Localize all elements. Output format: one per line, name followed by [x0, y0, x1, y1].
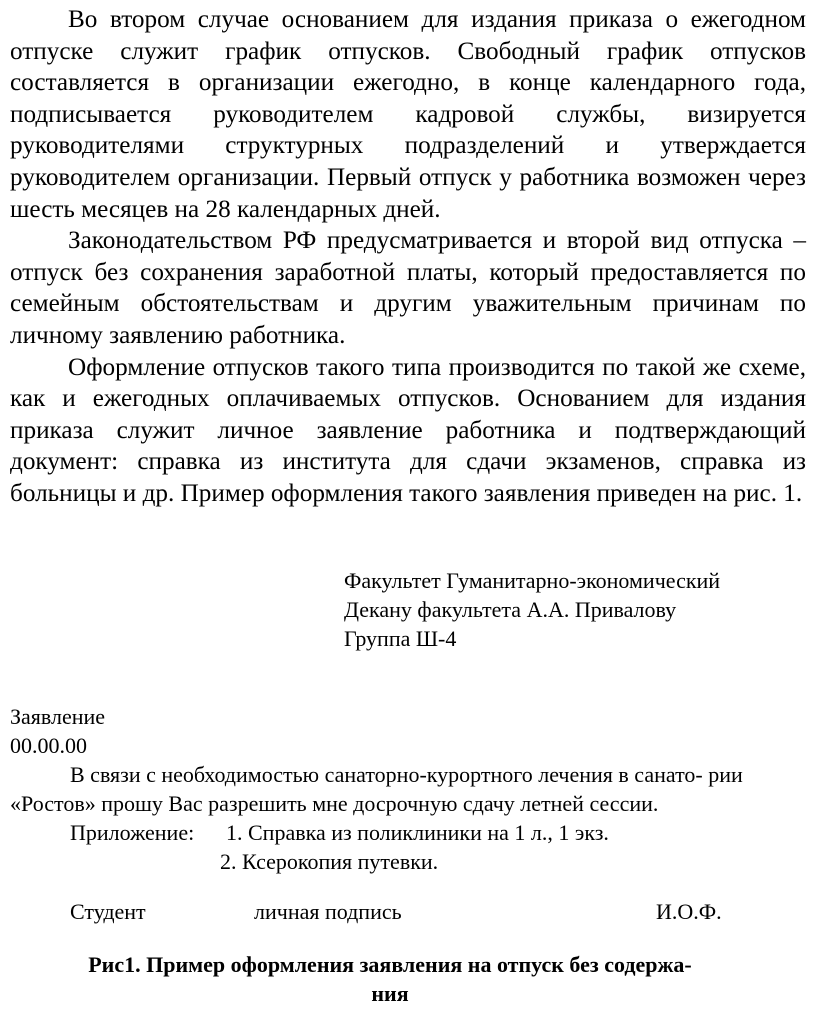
- attachment-item-1: 1. Справка из поликлиники на 1 л., 1 экз.: [226, 820, 609, 845]
- addressee-block: [344, 566, 720, 653]
- signature-initials: И.О.Ф.: [656, 899, 722, 924]
- attachment-item-2: 2. Ксерокопия путевки.: [220, 849, 439, 874]
- figure-caption-line-1: Рис1. Пример оформления заявления на отпуск без содержа-: [88, 952, 692, 977]
- addressee-faculty: Факультет Гуманитарно-экономический: [344, 568, 721, 593]
- application-block: [10, 702, 806, 818]
- paragraph-unpaid-leave: Законодательством РФ предусматривается и второй вид отпуска – отпуск без сохранения заработной платы, который предоставляется по семейным обстоятельствам и другим уважительным причинам по личному заявлению работника.: [10, 227, 806, 349]
- application-body-line-1: В связи с необходимостью санаторно-курортного лечения в санато- рии: [70, 762, 743, 787]
- signature-role: Студент: [70, 899, 146, 924]
- paragraph-leave-registration: Оформление отпусков такого типа производится по такой же схеме, как и ежегодных оплачиваемых отпусков. Основанием для издания приказа служит личное заявление работника и подтверждающий документ: справка из института для сдачи экзаменов, справка из больницы и др. Пример оформления такого заявления приведен на рис. 1.: [10, 353, 806, 507]
- figure-caption: [30, 950, 750, 1008]
- application-title: Заявление: [10, 704, 106, 729]
- addressee-group: Группа Ш-4: [344, 626, 457, 651]
- attachment-label: Приложение:: [70, 820, 195, 845]
- document-body: [10, 4, 806, 510]
- signature-label: личная подпись: [254, 899, 402, 924]
- paragraph-annual-leave-schedule: Во втором случае основанием для издания приказа о ежегодном отпуске служит график отпусков. Свободный график отпусков составляется в организации ежегодно, в конце календарного года, подписывается руководителем кадровой службы, визируется руководителями структурных подразделений и утверждается руководителем организации. Первый отпуск у работника возможен через шесть месяцев на 28 календарных дней.: [10, 6, 806, 223]
- application-body-line-2: «Ростов» прошу Вас разрешить мне досрочную сдачу летней сессии.: [10, 791, 659, 816]
- figure-caption-line-2: ния: [371, 981, 409, 1006]
- addressee-dean: Декану факультета А.А. Привалову: [344, 597, 677, 622]
- application-date: 00.00.00: [10, 733, 87, 758]
